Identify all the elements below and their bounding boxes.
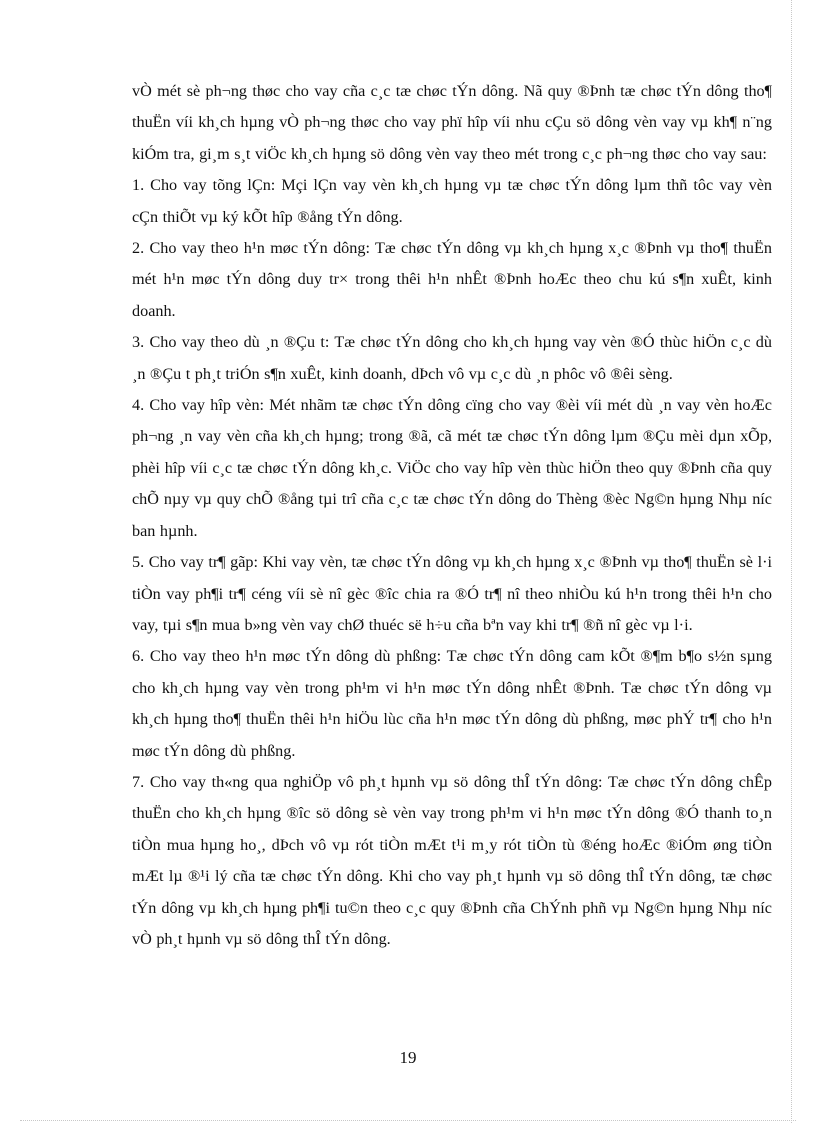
item-1-paragraph: 1. Cho vay tõng lÇn: Mçi lÇn vay vèn kh¸ch hµng vµ tæ chøc tÝn dông lµm thñ tôc vay vèn cÇn thiÕt vµ ký kÕt hîp ®ång tÝn dông. xyxy=(132,176,772,226)
item-5-paragraph: 5. Cho vay tr¶ gãp: Khi vay vèn, tæ chøc tÝn dông vµ kh¸ch hµng x¸c ®Þnh vµ tho¶ thuËn sè l·i tiÒn vay ph¶i tr¶ céng víi sè nî gèc ®îc chia ra ®Ó tr¶ nî theo nhiÒu kú h¹n trong thêi h¹n cho vay, tµi s¶n mua b»ng vèn vay chØ thuéc së h÷u cña bªn vay khi tr¶ ®ñ nî gèc vµ l·i. xyxy=(132,553,772,634)
item-6-paragraph: 6. Cho vay theo h¹n møc tÝn dông dù phßng: Tæ chøc tÝn dông cam kÕt ®¶m b¶o s½n sµng cho kh¸ch hµng vay vèn trong ph¹m vi h¹n møc tÝn dông nhÊt ®Þnh. Tæ chøc tÝn dông vµ kh¸ch hµng tho¶ thuËn thêi h¹n hiÖu lùc cña h¹n møc tÝn dông dù phßng, møc phÝ tr¶ cho h¹n møc tÝn dông dù phßng. xyxy=(132,647,772,760)
item-7-paragraph: 7. Cho vay th«ng qua nghiÖp vô ph¸t hµnh vµ sö dông thÎ tÝn dông: Tæ chøc tÝn dông chÊp thuËn cho kh¸ch hµng ®îc sö dông sè vèn vay trong ph¹m vi h¹n møc tÝn dông ®Ó thanh to¸n tiÒn mua hµng ho¸, dÞch vô vµ rót tiÒn mÆt t¹i m¸y rót tiÒn tù ®éng hoÆc ®iÓm øng tiÒn mÆt lµ ®¹i lý cña tæ chøc tÝn dông. Khi cho vay ph¸t hµnh vµ sö dông thÎ tÝn dông, tæ chøc tÝn dông vµ kh¸ch hµng ph¶i tu©n theo c¸c quy ®Þnh cña ChÝnh phñ vµ Ng©n hµng Nhµ níc vÒ ph¸t hµnh vµ sö dông thÎ tÝn dông. xyxy=(132,772,772,948)
body-text xyxy=(132,76,772,955)
page-number: 19 xyxy=(399,1048,417,1067)
item-3-paragraph: 3. Cho vay theo dù ¸n ®Çu t: Tæ chøc tÝn dông cho kh¸ch hµng vay vèn ®Ó thùc hiÖn c¸c dù ¸n ®Çu t ph¸t triÓn s¶n xuÊt, kinh doanh, dÞch vô vµ c¸c dù ¸n phôc vô ®êi sèng. xyxy=(132,333,772,383)
intro-paragraph: vÒ mét sè ph¬ng thøc cho vay cña c¸c tæ chøc tÝn dông. Nã quy ®Þnh tæ chøc tÝn dông tho¶ thuËn víi kh¸ch hµng vÒ ph¬ng thøc cho vay phï hîp víi nhu cÇu sö dông vèn vay vµ kh¶ n¨ng kiÓm tra, gi¸m s¸t viÖc kh¸ch hµng sö dông vèn vay theo mét trong c¸c ph¬ng thøc cho vay sau: xyxy=(132,82,772,163)
item-2-paragraph: 2. Cho vay theo h¹n møc tÝn dông: Tæ chøc tÝn dông vµ kh¸ch hµng x¸c ®Þnh vµ tho¶ thuËn mét h¹n møc tÝn dông duy tr× trong thêi h¹n nhÊt ®Þnh hoÆc theo chu kú s¶n xuÊt, kinh doanh. xyxy=(132,239,772,320)
item-4-paragraph: 4. Cho vay hîp vèn: Mét nhãm tæ chøc tÝn dông cïng cho vay ®èi víi mét dù ¸n vay vèn hoÆc ph¬ng ¸n vay vèn cña kh¸ch hµng; trong ®ã, cã mét tæ chøc tÝn dông lµm ®Çu mèi dµn xÕp, phèi hîp víi c¸c tæ chøc tÝn dông kh¸c. ViÖc cho vay hîp vèn thùc hiÖn theo quy ®Þnh cña quy chÕ nµy vµ quy chÕ ®ång tµi trî cña c¸c tæ chøc tÝn dông do Thèng ®èc Ng©n hµng Nhµ níc ban hµnh. xyxy=(132,396,772,540)
page-bottom-border xyxy=(20,1120,796,1121)
page-right-border xyxy=(791,0,792,1123)
